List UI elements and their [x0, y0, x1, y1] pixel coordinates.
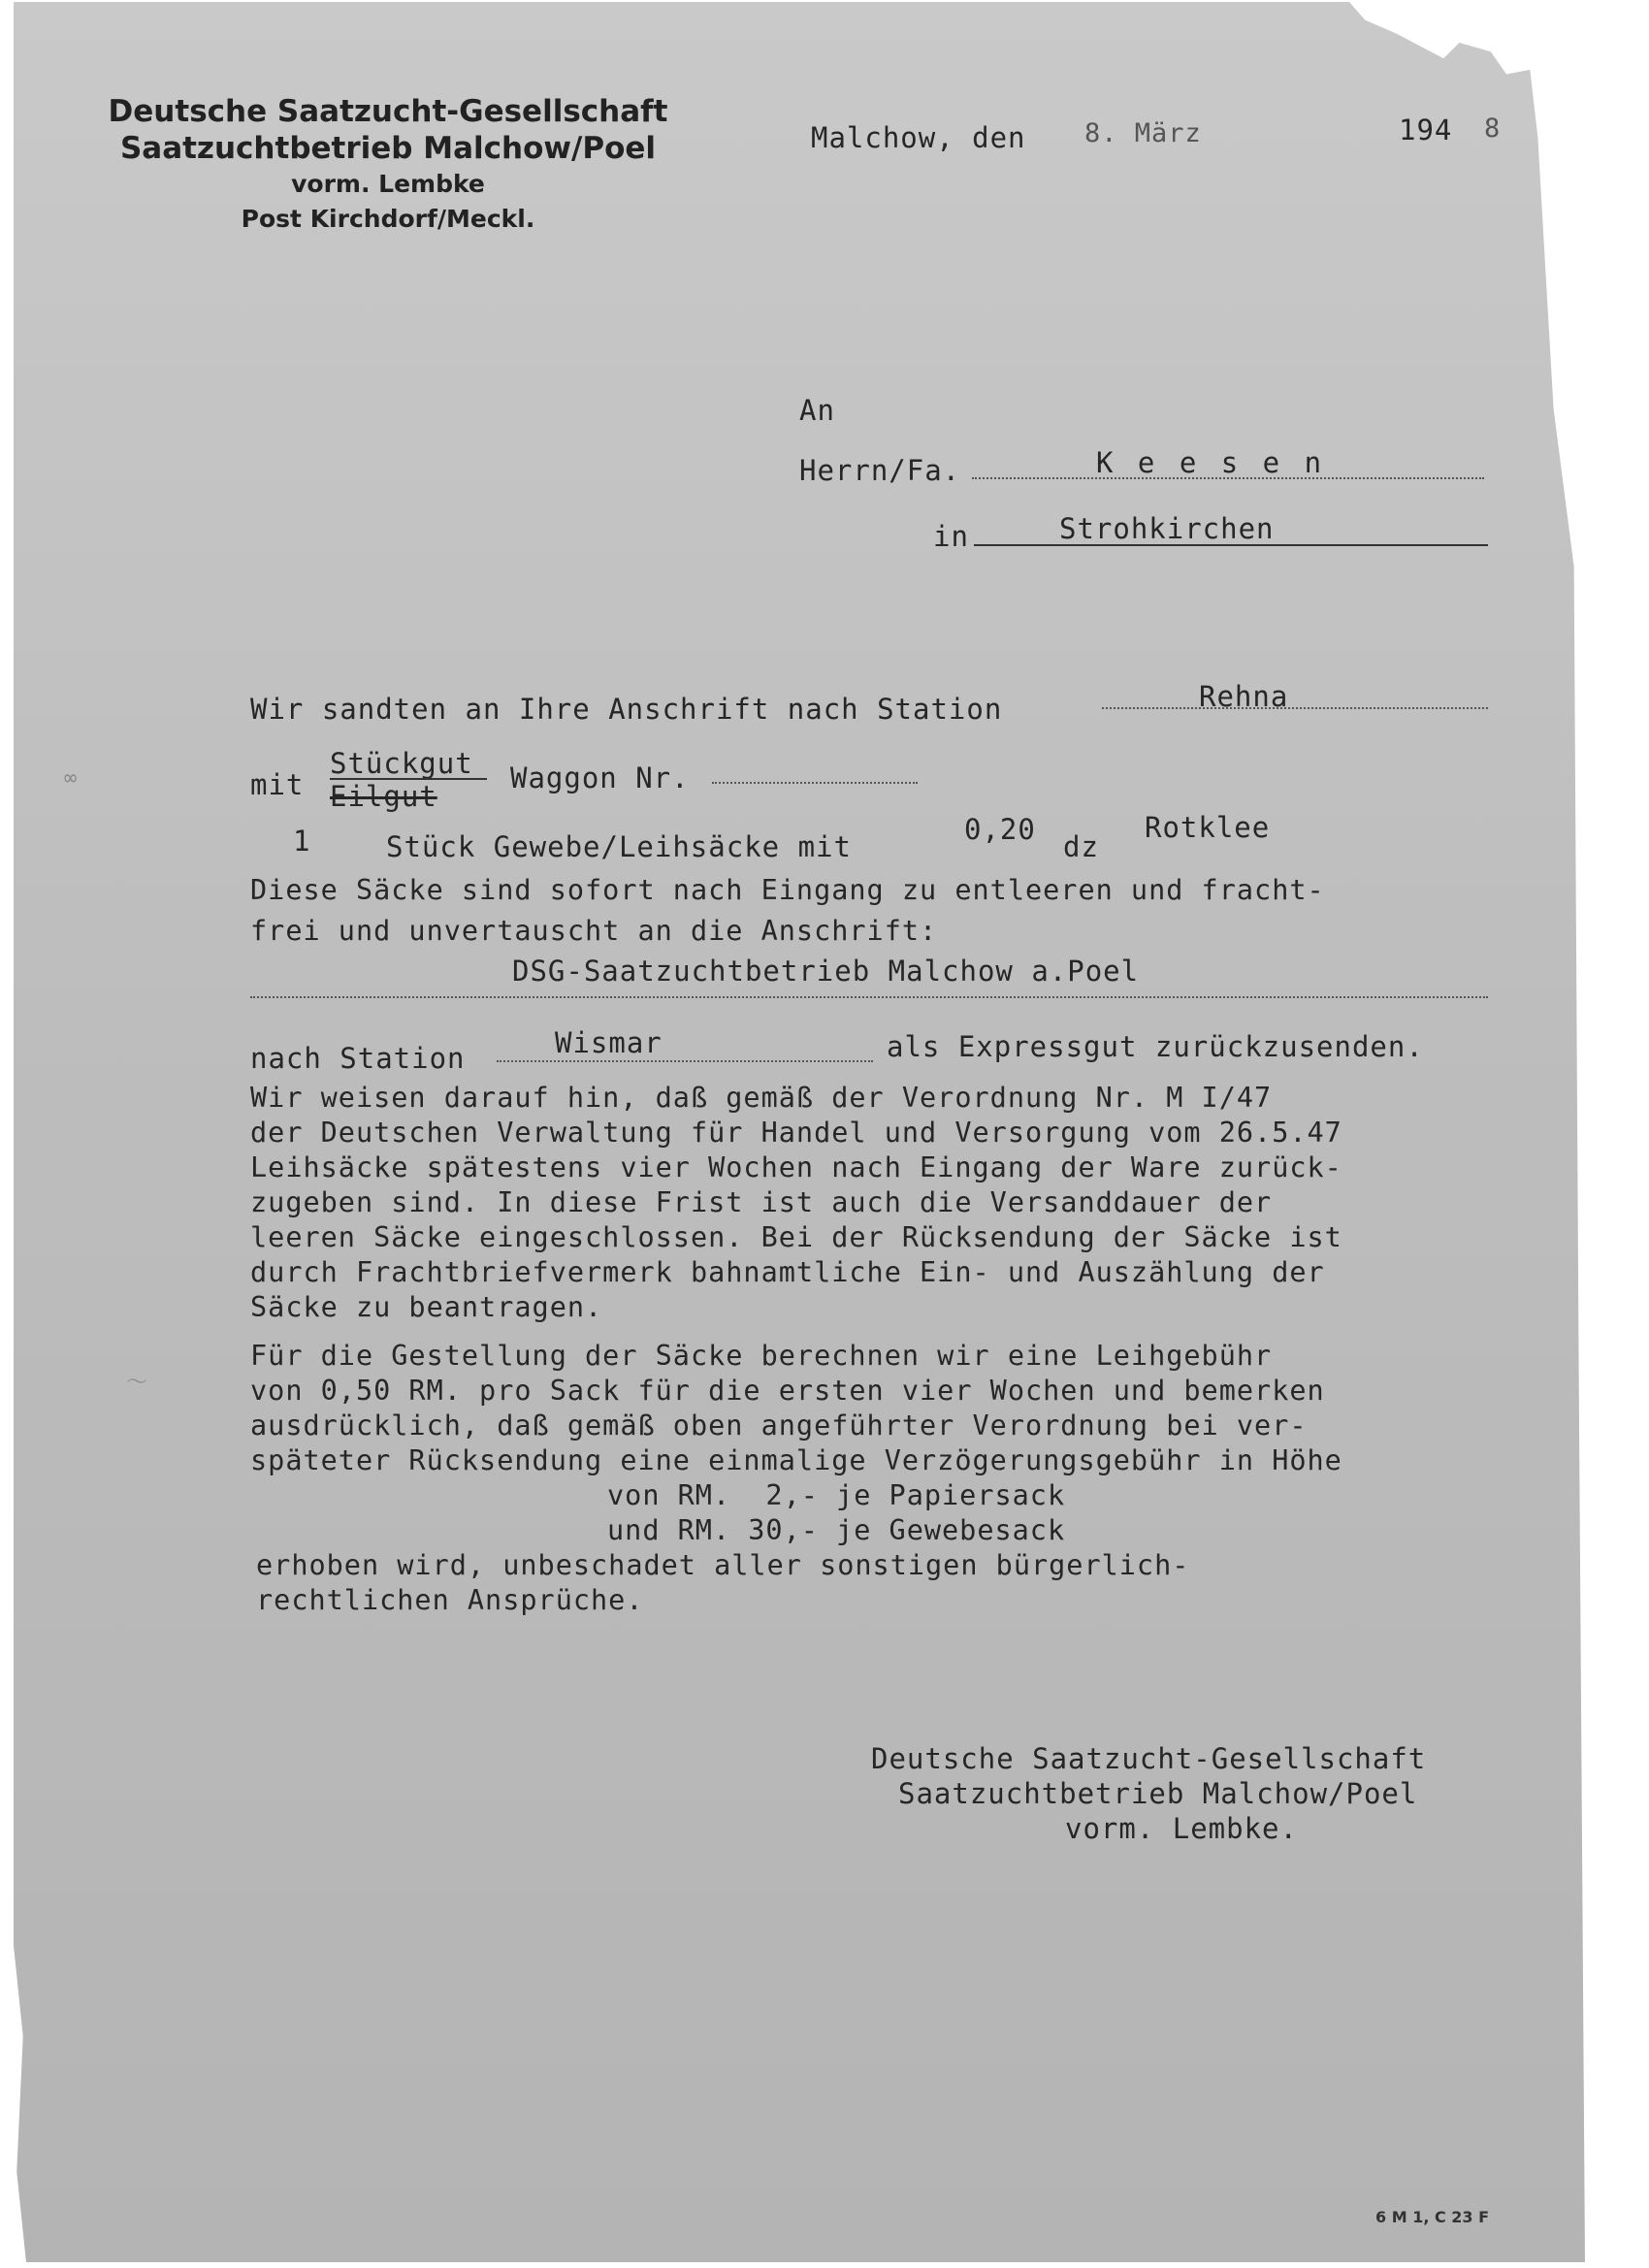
recipient-an-label: An: [799, 394, 835, 427]
shipment-unit: dz: [1063, 830, 1099, 863]
return-station-line: [497, 1060, 873, 1062]
shipment-waggon-label: Waggon Nr.: [510, 761, 690, 794]
recipient-name-label: Herrn/Fa.: [799, 454, 961, 487]
fee-fabric-sack: und RM. 30,- je Gewebesack: [607, 1514, 1066, 1546]
letterhead-post: Post Kirchdorf/Meckl.: [241, 205, 535, 233]
return-line-1: Diese Säcke sind sofort nach Eingang zu entleeren und fracht-: [250, 874, 1325, 906]
shipment-count: 1: [293, 825, 311, 858]
paragraph-line: Leihsäcke spätestens vier Wochen nach Eingang der Ware zurück-: [250, 1151, 1342, 1183]
date-year-digit: 8: [1484, 113, 1502, 144]
date-prefix: Malchow, den: [811, 121, 1026, 154]
shipment-option-eilgut: Eilgut: [330, 780, 437, 813]
recipient-name: K e e s e n: [1096, 446, 1326, 479]
paragraph-line: Wir weisen darauf hin, daß gemäß der Verordnung Nr. M I/47: [250, 1082, 1273, 1114]
paragraph-line: rechtlichen Ansprüche.: [256, 1584, 644, 1616]
shipment-items-text: Stück Gewebe/Leihsäcke mit: [386, 830, 852, 863]
return-line-2: frei und unvertauscht an die Anschrift:: [250, 915, 938, 947]
letterhead: [107, 93, 669, 237]
shipment-mit-label: mit: [250, 768, 305, 801]
paragraph-line: von 0,50 RM. pro Sack für die ersten vier Wochen und bemerken: [250, 1375, 1325, 1407]
signature-former: vorm. Lembke.: [1065, 1812, 1298, 1845]
fee-paper-sack: von RM. 2,- je Papiersack: [607, 1479, 1066, 1511]
recipient-in-label: in: [933, 520, 969, 553]
letterhead-company: Deutsche Saatzucht-Gesellschaft: [108, 94, 668, 129]
return-station-suffix: als Expressgut zurückzusenden.: [887, 1030, 1424, 1063]
date-year-prefix: 194: [1399, 113, 1453, 146]
paragraph-line: späteter Rücksendung eine einmalige Verzögerungsgebühr in Höhe: [250, 1444, 1342, 1476]
return-address-line: [250, 996, 1488, 998]
return-station-label: nach Station: [250, 1042, 466, 1075]
station-line: [1102, 707, 1488, 709]
shipment-option-stueckgut: Stückgut: [330, 747, 473, 780]
waggon-line: [712, 782, 918, 784]
shipment-quantity: 0,20: [964, 813, 1036, 846]
paragraph-line: Säcke zu beantragen.: [250, 1291, 603, 1323]
paragraph-line: der Deutschen Verwaltung für Handel und Versorgung vom 26.5.47: [250, 1117, 1342, 1149]
date-day-month: 8. März: [1084, 118, 1202, 148]
return-address: DSG-Saatzuchtbetrieb Malchow a.Poel: [512, 955, 1140, 988]
signature-company: Deutsche Saatzucht-Gesellschaft: [871, 1742, 1427, 1775]
paragraph-line: erhoben wird, unbeschadet aller sonstigen bürgerlich-: [256, 1549, 1190, 1581]
paragraph-line: ausdrücklich, daß gemäß oben angeführter Verordnung bei ver-: [250, 1409, 1308, 1442]
fold-mark-icon: ∞: [64, 766, 78, 791]
shipment-product: Rotklee: [1145, 811, 1271, 844]
shipment-intro: Wir sandten an Ihre Anschrift nach Station: [250, 693, 1003, 726]
shipment-station: Rehna: [1199, 680, 1289, 713]
signature-branch: Saatzuchtbetrieb Malchow/Poel: [898, 1777, 1418, 1810]
letterhead-branch: Saatzuchtbetrieb Malchow/Poel: [119, 131, 657, 166]
paragraph-line: durch Frachtbriefvermerk bahnamtliche Ein- und Auszählung der: [250, 1256, 1325, 1288]
paragraph-line: zugeben sind. In diese Frist ist auch die Versanddauer der: [250, 1186, 1273, 1218]
paragraph-line: Für die Gestellung der Säcke berechnen wir eine Leihgebühr: [250, 1340, 1273, 1372]
return-station: Wismar: [555, 1026, 663, 1059]
fold-mark-icon: ～: [126, 1371, 148, 1395]
paragraph-line: leeren Säcke eingeschlossen. Bei der Rücksendung der Säcke ist: [250, 1221, 1342, 1253]
recipient-place: Strohkirchen: [1059, 512, 1275, 545]
letterhead-former: vorm. Lembke: [291, 170, 485, 198]
form-code: 6 M 1, C 23 F: [1375, 2208, 1490, 2226]
